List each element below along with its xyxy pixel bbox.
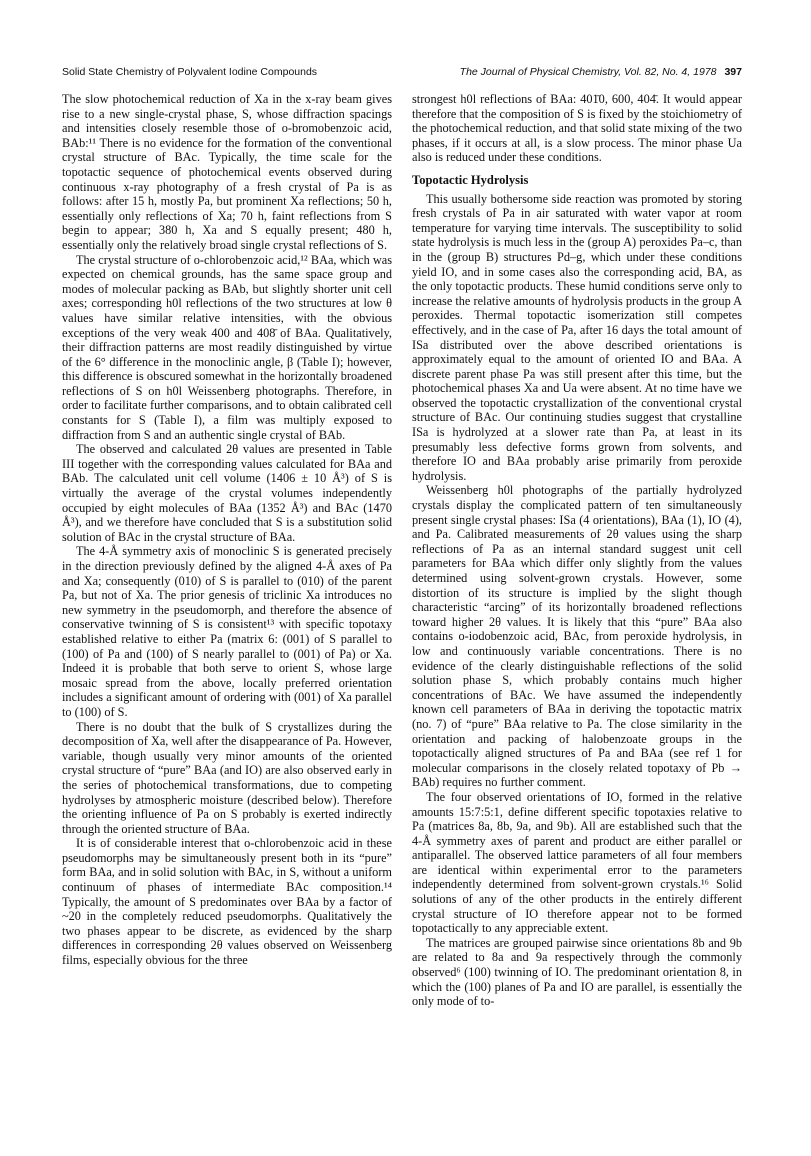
paragraph: The crystal structure of o-chlorobenzoic acid,¹² BAa, which was expected on chemical grounds, has the same space group and modes of molecular packing as BAb, but slightly shorter unit cell axes; corresponding h0l reflections of the two structures at low θ values have similar relative intensities, with the obvious exceptions of the very weak 400 and 408̄ of BAa. Qualitatively, their diffraction patterns are most readily distinguished by virtue of the 6° difference in the monoclinic angle, β (Table I); however, this difference is obscured somewhat in the horizontally broadened reflections of S on h0l Weissenberg photographs. Therefore, in order to facilitate further comparisons, and to obtain calibrated cell constants for S (Table I), a film was multiply exposed to diffraction from S and an authentic single crystal of BAb. [62, 252, 392, 442]
paragraph: The slow photochemical reduction of Xa in the x-ray beam gives rise to a new single-crystal phase, S, whose diffraction spacings and intensities closely resemble those of o-bromobenzoic acid, BAb:¹¹ There is no evidence for the formation of the conventional crystal structure of BAc. Typically, the time scale for the topotactic sequence of photochemical events observed during continuous x-ray photography of a fresh crystal of Pa is as follows: after 15 h, mostly Pa, but prominent Xa reflections; 50 h, essentially only reflections of Xa; 70 h, faint reflections from S begin to appear; 380 h, Xa and S equally present; 480 h, essentially only the relatively broad single crystal reflections of S. [62, 92, 392, 252]
running-title: Solid State Chemistry of Polyvalent Iodine Compounds [62, 66, 318, 78]
paragraph-continuation: strongest h0l reflections of BAa: 401̄0, 600, 404̄. It would appear therefore that the composition of S is fixed by the stoichiometry of the photochemical reduction, and that solid state mixing of the two phases, if it occurs at all, is a slow process. The minor phase Ua also is reduced under these conditions. [412, 92, 742, 165]
section-heading: Topotactic Hydrolysis [412, 172, 529, 187]
right-column [412, 92, 742, 1009]
paragraph: This usually bothersome side reaction was promoted by storing fresh crystals of Pa in air saturated with water vapor at room temperature for varying time intervals. The susceptibility to solid state hydrolysis is much less in the (group A) peroxides Pa–c, than in the (group B) structures Pd–g, which under these conditions yield IO, and in some cases also the corresponding acid, BA, as the only topotactic products. These humid conditions serve only to increase the relative amounts of hydrolysis products in the group A peroxides. Thermal topotactic isomerization still competes effectively, and in the case of Pa, after 16 days the total amount of ISa distributed over the above described orientations is approximately equal to the amount of oriented IO and BAa. A discrete parent phase Pa was still present after this time, but the photochemical phases Xa and Ua were absent. At no time have we observed the topotactic crystallization of the conventional crystal structure of BAc. Our continuing studies suggest that crystalline ISa is hydrolyzed at a slower rate than Pa, at least in its presumably less defective forms grown from solvents, and therefore IO and BAa probably arise primarily from peroxide hydrolysis. [412, 191, 742, 483]
paragraph: Weissenberg h0l photographs of the partially hydrolyzed crystals display the complicated pattern of ten simultaneously present single crystal phases: ISa (4 orientations), BAa (1), IO (4), and Pa. Calibrated measurements of 2θ values using the sharp reflections of Pa as an internal standard suggest unit cell parameters for BAa which differ only slightly from the values determined using solvent-grown crystals. However, some distortion of its structure is implied by the slight though characteristic “arcing” of its horizontally broadened reflections toward higher 2θ values. It is likely that this “pure” BAa also contains o-iodobenzoic acid, BAc, from peroxide hydrolysis, in low and continuously variable concentrations. There is no evidence of the clearly distinguishable reflections of the solid solution phase S, which probably contains much higher concentrations of BAc. We have assumed the independently known cell parameters of BAa in deriving the topotactic matrix (no. 7) of “pure” BAa relative to Pa. The close similarity in the orientation and packing of halobenzoate groups in the topotactically aligned structures of Pa and BAa (see ref 1 for molecular comparisons in the closely related topotaxy of Pb → BAb) requires no further comment. [412, 483, 742, 790]
journal-name: The Journal of Physical Chemistry, Vol. 82, No. 4, 1978 [459, 66, 717, 78]
paragraph: There is no doubt that the bulk of S crystallizes during the decomposition of Xa, well after the disappearance of Pa. However, variable, though usually very minor amounts of the oriented crystal structure of “pure” BAa (and IO) are also observed early in the series of photochemical transformations, due to competing hydrolyses by atmospheric moisture (described below). Therefore the orienting influence of Pa on S probably is exerted indirectly through the oriented structure of BAa. [62, 719, 392, 836]
paragraph: The observed and calculated 2θ values are presented in Table III together with the corresponding values calculated for BAa and BAb. The calculated unit cell volume (1406 ± 10 Å³) of S is virtually the average of the crystal volumes independently occupied by eight molecules of BAa (1352 Å³) and BAc (1470 Å³), and we therefore have concluded that S is a substitution solid solution of BAc in the crystal structure of BAa. [62, 442, 392, 544]
paragraph: The 4-Å symmetry axis of monoclinic S is generated precisely in the direction previously defined by the aligned 4-Å axes of Pa and Xa; consequently (010) of S is parallel to (010) of the parent Pa, but not of Xa. The prior genesis of triclinic Xa introduces no new symmetry in the pseudomorph, and therefore the absence of conservative twinning of S is consistent¹³ with specific topotaxy established relative to either Pa (matrix 6: (001) of S parallel to (100) of Pa and (100) of S nearly parallel to (001) of Pa) or Xa. Indeed it is probable that both serve to orient S, whose large mosaic spread from the above, locally preferred orientation includes a significant amount of ordering with (001) of Xa parallel to (100) of S. [62, 544, 392, 719]
paragraph: The four observed orientations of IO, formed in the relative amounts 15:7:5:1, define different specific topotaxies relative to Pa (matrices 8a, 8b, 9a, and 9b). All are established such that the 4-Å symmetry axes of parent and product are either parallel or antiparallel. The observed lattice parameters of all four members are identical within experimental error to the parameters independently determined from solvent-grown crystals.¹⁶ Solid solutions of any of the other products in the entirely different crystal structure of IO therefore appear not to be formed topotactically to any appreciable extent. [412, 789, 742, 936]
journal-citation [460, 66, 742, 78]
running-header [62, 66, 742, 82]
left-column [62, 92, 392, 968]
paragraph: It is of considerable interest that o-chlorobenzoic acid in these pseudomorphs may be simultaneously present both in its “pure” form BAa, and in solid solution with BAc, in S, without a uniform continuum of phases of intermediate BAc composition.¹⁴ Typically, the amount of S predominates over BAa by a factor of ~20 in the completely reduced pseudomorphs. Qualitatively the two phases appear to be discrete, as evidenced by the sharp differences in corresponding 2θ values observed on Weissenberg films, especially obvious for the three [62, 836, 392, 968]
paragraph: The matrices are grouped pairwise since orientations 8b and 9b are related to 8a and 9a respectively through the commonly observed⁶ (100) twinning of IO. The predominant orientation 8, in which the (100) planes of Pa and IO are parallel, is essentially the only mode of to- [412, 935, 742, 1009]
page-number: 397 [724, 66, 742, 78]
